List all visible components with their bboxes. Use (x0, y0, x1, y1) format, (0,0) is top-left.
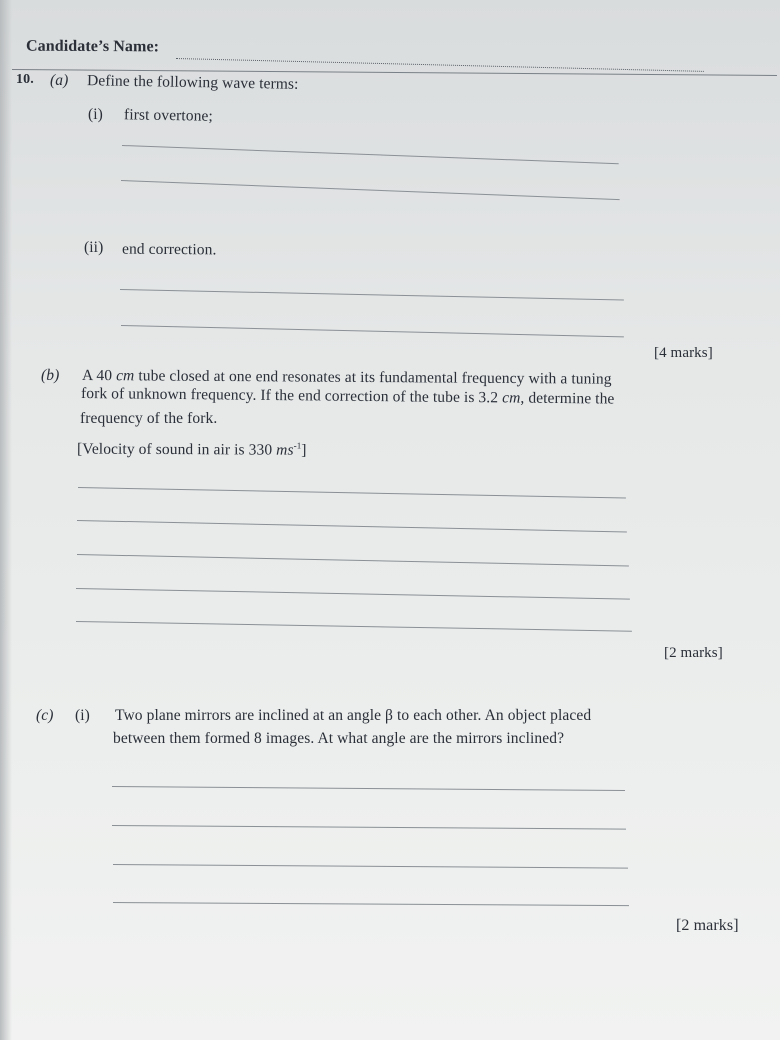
answer-line (76, 588, 630, 600)
answer-line (112, 786, 625, 791)
item-i-text: first overtone; (123, 106, 214, 125)
item-i-label: (i) (88, 106, 103, 123)
part-b-line-2: fork of unknown frequency. If the end correction of the tube is 3.2 cm, determine the (80, 385, 615, 408)
part-a-marks: [4 marks] (654, 345, 713, 361)
answer-line (78, 487, 626, 499)
part-b-marks: [2 marks] (664, 645, 723, 661)
part-c-item-label: (i) (75, 707, 90, 724)
part-b-given-data: [Velocity of sound in air is 330 $ms^{-1}$] (76, 440, 307, 459)
answer-line (77, 520, 627, 533)
question-number: 10. (16, 72, 34, 87)
answer-line (113, 902, 629, 906)
part-b-line-3: frequency of the fork. (80, 410, 218, 427)
answer-line (120, 289, 624, 301)
part-c-marks: [2 marks] (676, 917, 739, 934)
part-c-line-1: Two plane mirrors are inclined at an angle β to each other. An object placed (115, 707, 592, 724)
part-b-line-1: A 40 cm tube closed at one end resonates at its fundamental frequency with a tuning (81, 367, 612, 388)
candidate-name-dotted-line (176, 58, 704, 72)
answer-line (113, 864, 628, 869)
answer-line (121, 325, 624, 337)
candidate-name-label: Candidate’s Name: (25, 37, 160, 56)
answer-line (76, 621, 632, 632)
part-b-label: (b) (41, 367, 60, 384)
item-ii-text: end correction. (121, 240, 217, 259)
answer-line (121, 180, 620, 200)
answer-line (122, 145, 619, 164)
part-c-line-2: between them formed 8 images. At what angle are the mirrors inclined? (113, 730, 565, 747)
part-a-prompt: Define the following wave terms: (86, 72, 299, 93)
answer-line (112, 825, 626, 830)
item-ii-label: (ii) (84, 239, 104, 256)
page-edge-shadow (0, 0, 12, 1040)
answer-line (77, 554, 629, 567)
part-a-label: (a) (50, 72, 69, 89)
part-c-label: (c) (36, 707, 54, 724)
